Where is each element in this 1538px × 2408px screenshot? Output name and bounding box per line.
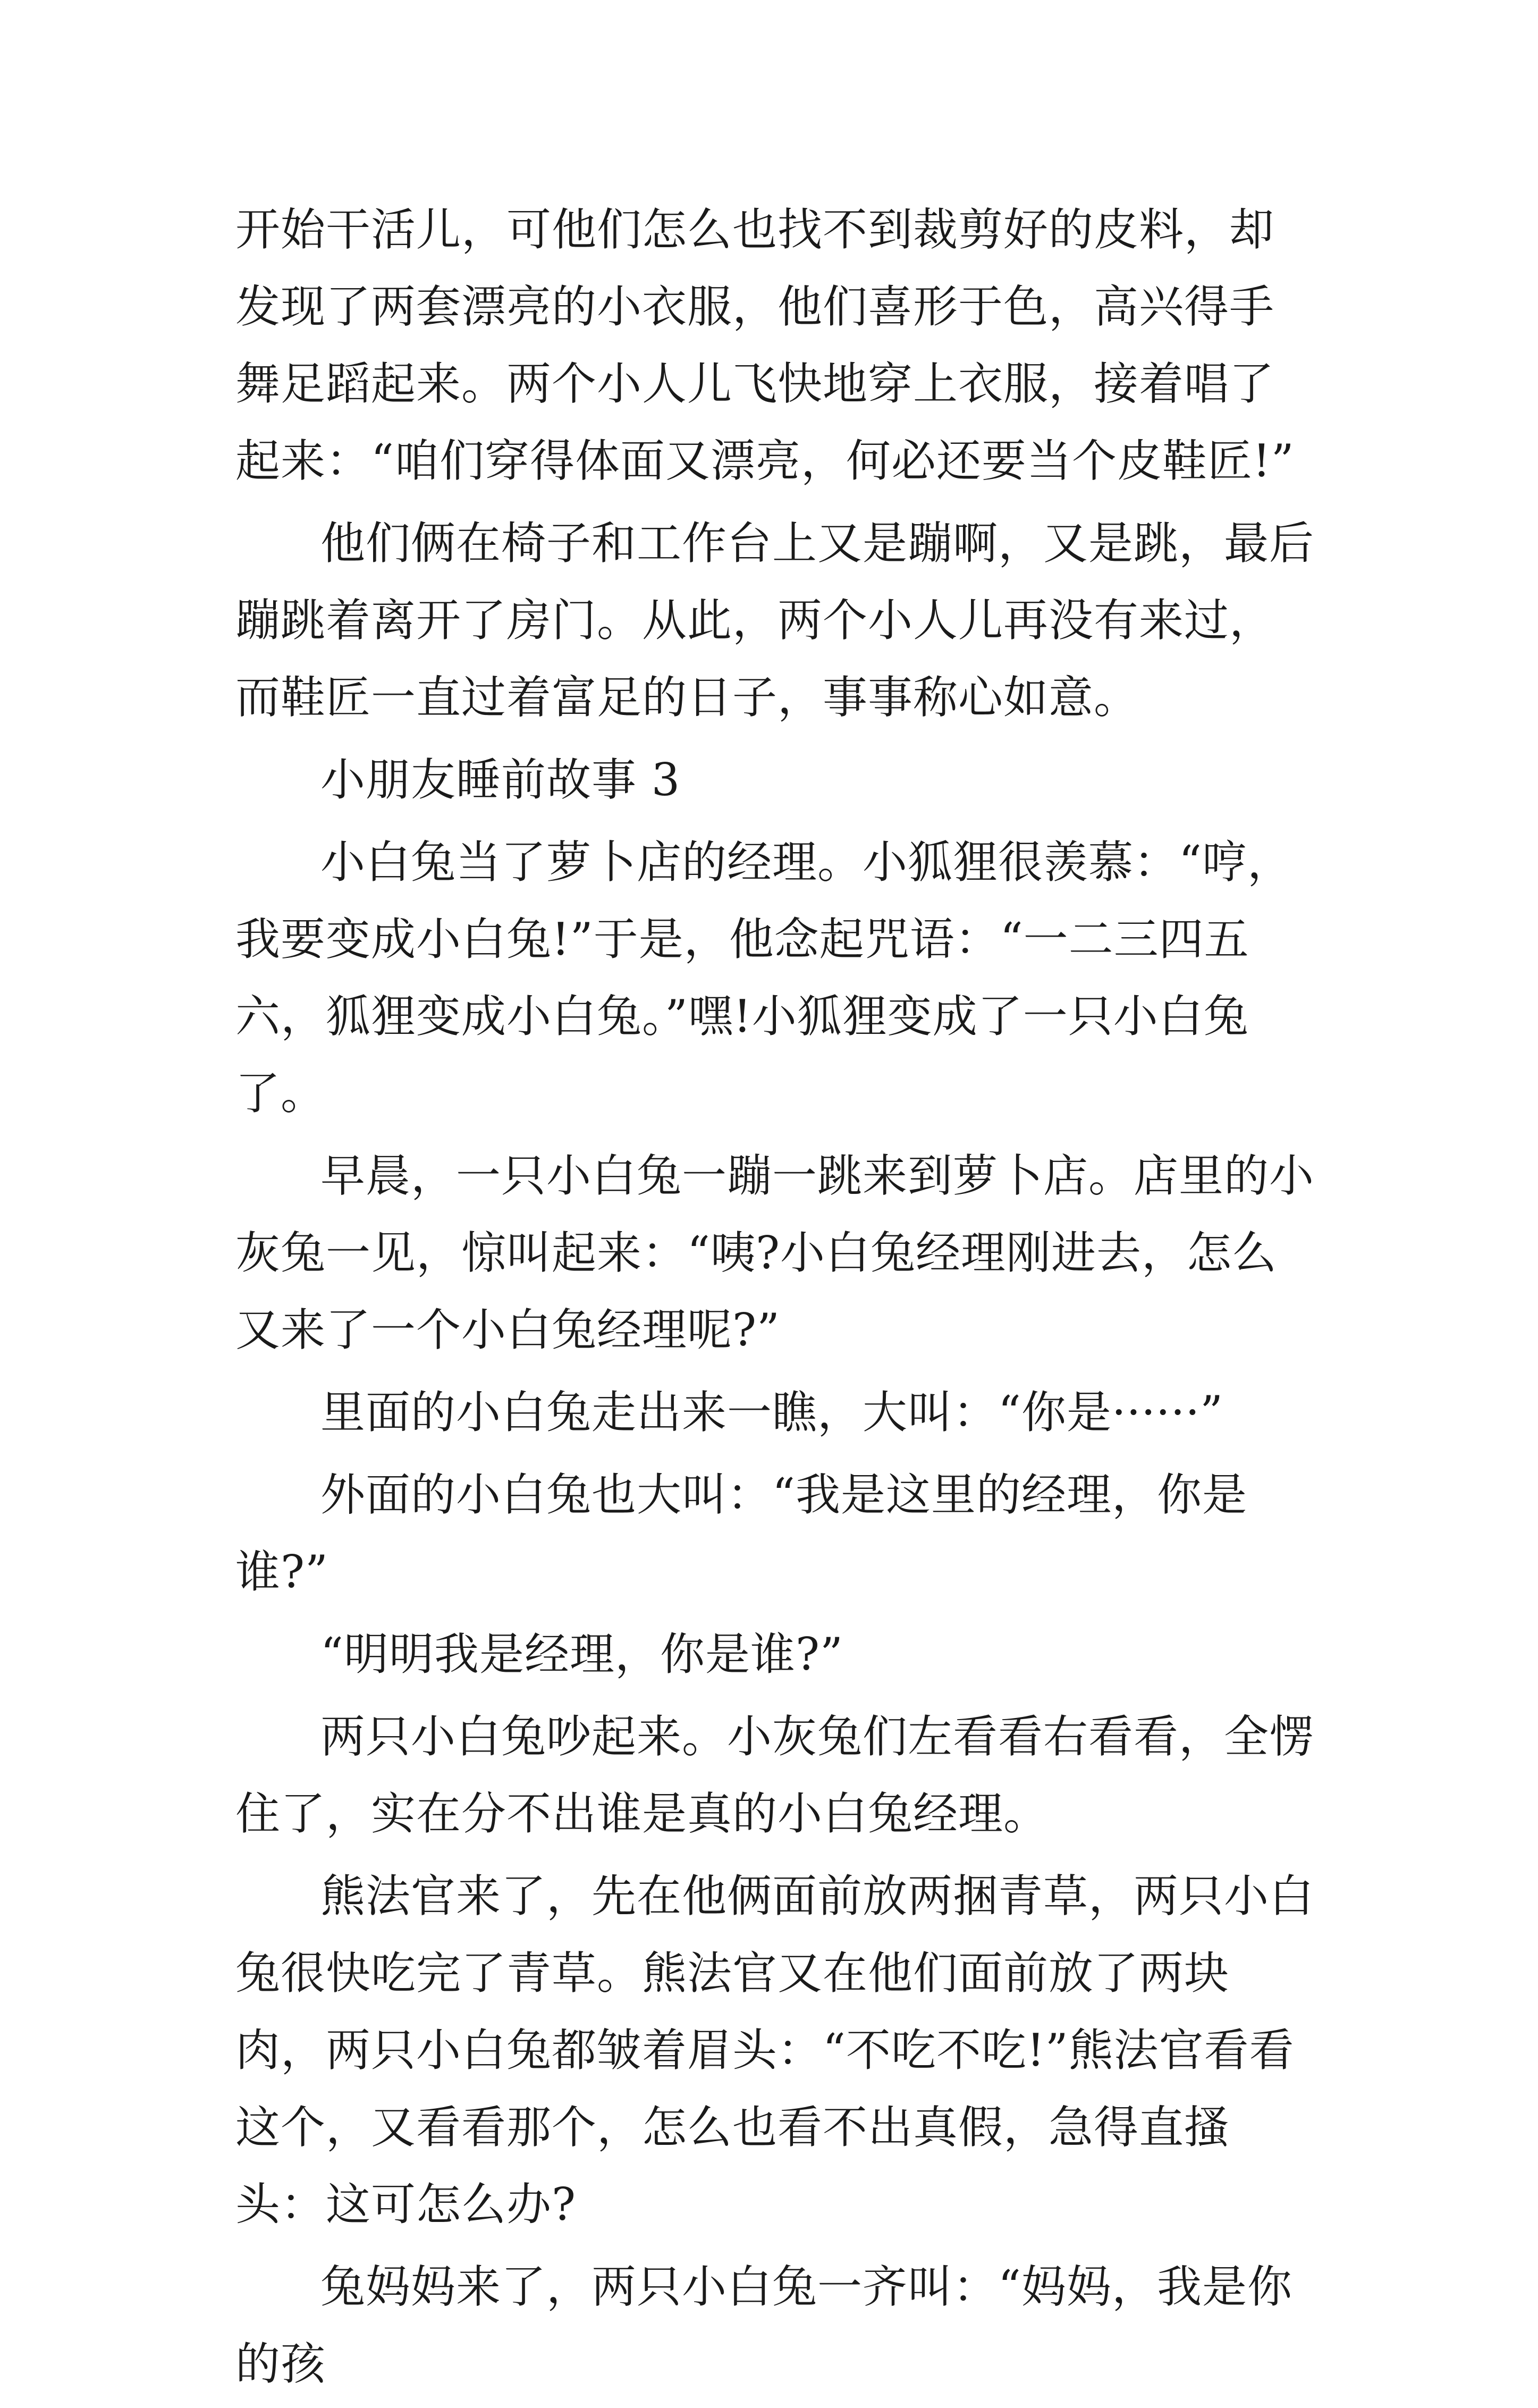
story-text: [235, 191, 1314, 2408]
paragraph-mother-rabbit: 兔妈妈来了，两只小白兔一齐叫：“妈妈，我是你的孩: [235, 2261, 1292, 2390]
paragraph-outside-rabbit: 外面的小白兔也大叫：“我是这里的经理，你是谁?”: [235, 1469, 1247, 1598]
paragraph-quarrel: 两只小白兔吵起来。小灰兔们左看看右看看，全愣住了，实在分不出谁是真的小白兔经理。: [235, 1711, 1315, 1840]
paragraph-inside-rabbit: 里面的小白兔走出来一瞧，大叫：“你是······”: [320, 1386, 1224, 1438]
paragraph-fox-transform: 小白兔当了萝卜店的经理。小狐狸很羡慕：“哼，我要变成小白兔!”于是，他念起咒语：“一二三四五六，狐狸变成小白兔。”嘿!小狐狸变成了一只小白兔了。: [235, 836, 1292, 1119]
paragraph-morning-shop: 早晨，一只小白兔一蹦一跳来到萝卜店。店里的小灰兔一见，惊叫起来：“咦?小白兔经理刚进去，怎么又来了一个小白兔经理呢?”: [235, 1150, 1315, 1356]
paragraph-continuation: 开始干活儿，可他们怎么也找不到裁剪好的皮料，却发现了两套漂亮的小衣服，他们喜形于色，高兴得手舞足蹈起来。两个小人儿飞快地穿上衣服，接着唱了起来：“咱们穿得体面又漂亮，何必还要当个皮鞋匠!”: [235, 204, 1295, 487]
paragraph-shoemaker-ending: 他们俩在椅子和工作台上又是蹦啊，又是跳，最后蹦跳着离开了房门。从此，两个小人儿再没有来过，而鞋匠一直过着富足的日子，事事称心如意。: [235, 517, 1315, 723]
paragraph-bear-judge: 熊法官来了，先在他俩面前放两捆青草，两只小白兔很快吃完了青草。熊法官又在他们面前放了两块肉，两只小白兔都皱着眉头：“不吃不吃!”熊法官看看这个，又看看那个，怎么也看不出真假，急得直搔头：这可怎么办?: [235, 1870, 1315, 2230]
story-heading: 小朋友睡前故事 3: [320, 754, 681, 806]
paragraph-who-are-you: “明明我是经理，你是谁?”: [320, 1628, 843, 1680]
